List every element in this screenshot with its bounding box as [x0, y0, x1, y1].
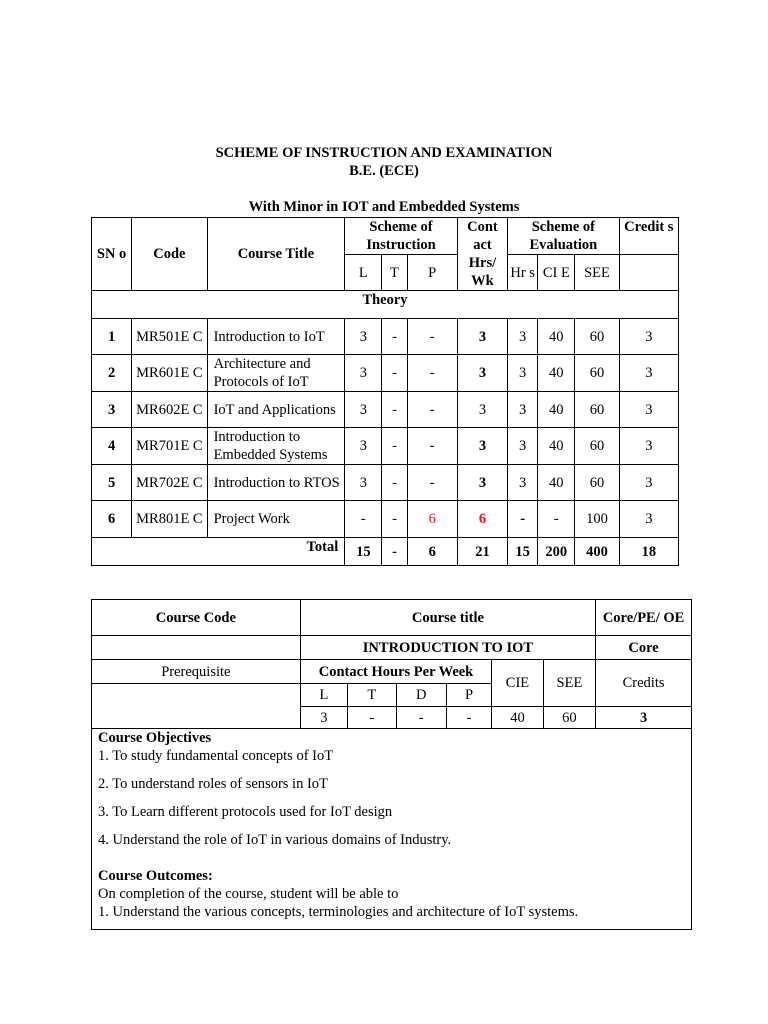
header-code: Code	[132, 218, 207, 291]
see-label: SEE	[543, 660, 595, 707]
contact-hours-label: Contact Hours Per Week	[300, 660, 492, 684]
row-t: -	[382, 319, 407, 355]
row-credits: 3	[619, 465, 678, 501]
cie-value: 40	[492, 707, 543, 729]
header-see: SEE	[575, 255, 619, 291]
program-name: B.E. (ECE)	[349, 163, 419, 179]
header-course-title: Course Title	[207, 218, 345, 291]
row-l: 3	[345, 355, 382, 392]
row-code: MR801E C	[132, 501, 207, 538]
row-t: -	[382, 501, 407, 538]
category-label: Core/PE/ OE	[596, 600, 692, 636]
row-cie: 40	[538, 392, 575, 428]
row-see: 60	[575, 465, 619, 501]
header-cie: CI E	[538, 255, 575, 291]
row-title: IoT and Applications	[207, 392, 345, 428]
row-code: MR701E C	[132, 428, 207, 465]
header-hrs: Hr s	[508, 255, 538, 291]
table-row	[92, 465, 679, 501]
credits-label: Credits	[596, 660, 692, 707]
header-scheme-evaluation: Scheme of Evaluation	[508, 218, 620, 255]
row-p: -	[407, 355, 457, 392]
row-l: 3	[345, 319, 382, 355]
row-p: 6	[407, 501, 457, 538]
row-hrs: 3	[508, 428, 538, 465]
p-label: P	[446, 684, 491, 707]
row-title: Introduction to IoT	[207, 319, 345, 355]
row-sno: 1	[92, 319, 132, 355]
row-code: MR602E C	[132, 392, 207, 428]
total-contact: 21	[457, 538, 507, 566]
outcomes-heading: Course Outcomes:	[98, 868, 213, 884]
outcome-item: 1. Understand the various concepts, terminologies and architecture of IoT systems.	[98, 904, 579, 920]
row-sno: 6	[92, 501, 132, 538]
row-see: 60	[575, 355, 619, 392]
total-t: -	[382, 538, 407, 566]
table-row	[92, 428, 679, 465]
l-label: L	[300, 684, 347, 707]
row-t: -	[382, 465, 407, 501]
p-value: -	[446, 707, 491, 729]
prerequisite-label: Prerequisite	[92, 660, 301, 684]
row-t: -	[382, 392, 407, 428]
row-see: 60	[575, 392, 619, 428]
row-contact: 3	[457, 319, 507, 355]
see-value: 60	[543, 707, 595, 729]
total-cie: 200	[538, 538, 575, 566]
course-title-label: Course title	[300, 600, 595, 636]
header-p: P	[407, 255, 457, 291]
table-row	[92, 501, 679, 538]
row-title: Introduction to Embedded Systems	[207, 428, 345, 465]
row-code: MR601E C	[132, 355, 207, 392]
row-cie: -	[538, 501, 575, 538]
total-hrs: 15	[508, 538, 538, 566]
t-value: -	[348, 707, 396, 729]
row-p: -	[407, 319, 457, 355]
total-row	[92, 538, 679, 566]
row-credits: 3	[619, 319, 678, 355]
course-code-value	[92, 636, 301, 660]
row-sno: 2	[92, 355, 132, 392]
row-p: -	[407, 465, 457, 501]
section-theory: Theory	[92, 291, 679, 319]
row-l: 3	[345, 392, 382, 428]
row-contact: 3	[457, 392, 507, 428]
l-value: 3	[300, 707, 347, 729]
row-sno: 3	[92, 392, 132, 428]
objective-item: 3. To Learn different protocols used for IoT design	[98, 804, 393, 820]
prerequisite-value	[92, 684, 301, 729]
objective-item: 2. To understand roles of sensors in IoT	[98, 776, 328, 792]
row-cie: 40	[538, 465, 575, 501]
outcomes-intro: On completion of the course, student will be able to	[98, 886, 399, 902]
row-credits: 3	[619, 355, 678, 392]
header-t: T	[382, 255, 407, 291]
row-t: -	[382, 428, 407, 465]
row-l: 3	[345, 465, 382, 501]
objective-item: 1. To study fundamental concepts of IoT	[98, 748, 334, 764]
header-contact-hours: Cont act Hrs/ Wk	[457, 218, 507, 291]
row-credits: 3	[619, 501, 678, 538]
credits-value: 3	[596, 707, 692, 729]
row-contact: 3	[457, 355, 507, 392]
header-scheme-instruction: Scheme of Instruction	[345, 218, 458, 255]
scheme-table	[91, 217, 679, 566]
row-p: -	[407, 428, 457, 465]
row-l: -	[345, 501, 382, 538]
d-value: -	[396, 707, 446, 729]
row-see: 60	[575, 319, 619, 355]
row-see: 60	[575, 428, 619, 465]
row-p: -	[407, 392, 457, 428]
minor-title: With Minor in IOT and Embedded Systems	[248, 199, 520, 215]
header-l: L	[345, 255, 382, 291]
table-row	[92, 355, 679, 392]
table-row	[92, 392, 679, 428]
row-l: 3	[345, 428, 382, 465]
row-code: MR702E C	[132, 465, 207, 501]
row-credits: 3	[619, 428, 678, 465]
row-cie: 40	[538, 428, 575, 465]
course-name: INTRODUCTION TO IOT	[300, 636, 595, 660]
row-hrs: -	[508, 501, 538, 538]
category-value: Core	[596, 636, 692, 660]
total-l: 15	[345, 538, 382, 566]
row-title: Project Work	[207, 501, 345, 538]
row-cie: 40	[538, 319, 575, 355]
total-see: 400	[575, 538, 619, 566]
total-p: 6	[407, 538, 457, 566]
row-hrs: 3	[508, 319, 538, 355]
row-sno: 4	[92, 428, 132, 465]
t-label: T	[348, 684, 396, 707]
row-see: 100	[575, 501, 619, 538]
row-hrs: 3	[508, 392, 538, 428]
header-sno: SN o	[92, 218, 132, 291]
course-table	[91, 599, 692, 930]
row-contact: 6	[457, 501, 507, 538]
row-t: -	[382, 355, 407, 392]
row-hrs: 3	[508, 355, 538, 392]
header-credits-blank	[619, 255, 678, 291]
row-code: MR501E C	[132, 319, 207, 355]
row-contact: 3	[457, 465, 507, 501]
total-credits: 18	[619, 538, 678, 566]
row-sno: 5	[92, 465, 132, 501]
d-label: D	[396, 684, 446, 707]
document-title: SCHEME OF INSTRUCTION AND EXAMINATION	[215, 145, 553, 161]
objectives-heading: Course Objectives	[98, 730, 212, 746]
row-title: Introduction to RTOS	[207, 465, 345, 501]
row-hrs: 3	[508, 465, 538, 501]
row-contact: 3	[457, 428, 507, 465]
cie-label: CIE	[492, 660, 543, 707]
objectives-outcomes-section	[92, 729, 692, 930]
total-label: Total	[92, 538, 345, 566]
row-cie: 40	[538, 355, 575, 392]
row-title: Architecture and Protocols of IoT	[207, 355, 345, 392]
course-code-label: Course Code	[92, 600, 301, 636]
table-row	[92, 319, 679, 355]
objective-item: 4. Understand the role of IoT in various domains of Industry.	[98, 832, 452, 848]
row-credits: 3	[619, 392, 678, 428]
header-credits: Credit s	[619, 218, 678, 255]
